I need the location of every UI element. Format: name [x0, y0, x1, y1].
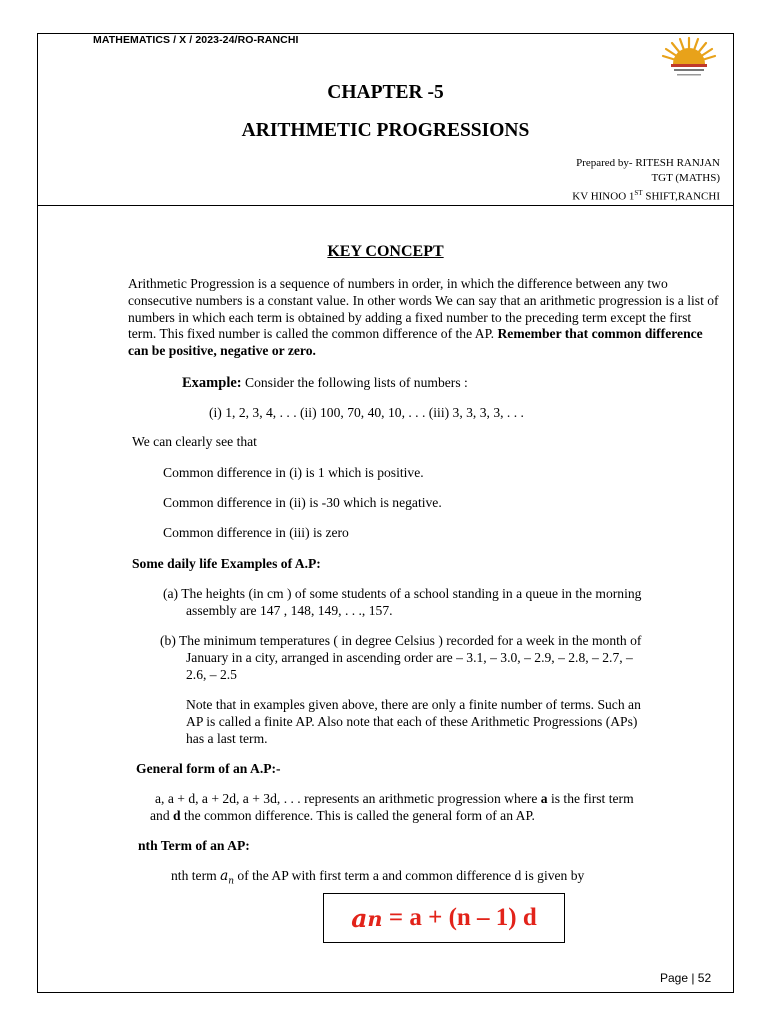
- daily-life-heading: Some daily life Examples of A.P:: [132, 556, 321, 571]
- intro-paragraph: [128, 276, 720, 360]
- example-line: [182, 375, 468, 392]
- general-form-heading: General form of an A.P:-: [136, 761, 281, 776]
- intro-bold-text: Remember that common difference can be positive, negative or zero.: [128, 326, 703, 359]
- common-difference-3: Common difference in (iii) is zero: [163, 525, 349, 540]
- running-head: MATHEMATICS / X / 2023-24/RO-RANCHI: [93, 34, 299, 46]
- daily-example-b-line1: (b) The minimum temperatures ( in degree Celsius ) recorded for a week in the month of: [160, 633, 642, 648]
- example-text: Consider the following lists of numbers :: [241, 375, 468, 390]
- note-line2: AP is called a finite AP. Also note that each of these Arithmetic Progressions (APs): [186, 714, 638, 729]
- general-form-text-end: is the first term: [547, 791, 634, 806]
- general-form-line1: [155, 791, 634, 808]
- general-form-text: a, a + d, a + 2d, a + 3d, . . . represents an arithmetic progression where: [155, 791, 541, 806]
- general-form-and: and: [150, 808, 174, 823]
- header-divider: [37, 205, 734, 206]
- formula-sub: n: [367, 905, 383, 931]
- school-shift: SHIFT,RANCHI: [642, 190, 720, 203]
- general-form-line2-text: the common difference. This is called the general form of an AP.: [180, 808, 535, 823]
- key-concept-heading: KEY CONCEPT: [327, 243, 444, 260]
- school-sup: ST: [634, 189, 643, 197]
- general-form-line2: [150, 808, 535, 825]
- clearly-see-text: We can clearly see that: [132, 434, 257, 449]
- daily-example-b-line3: 2.6, – 2.5: [186, 667, 237, 682]
- nth-term-var: a: [220, 868, 229, 884]
- formula-var: a: [351, 903, 368, 933]
- daily-example-a-line1: (a) The heights (in cm ) of some students of a school standing in a queue in the morning: [163, 586, 642, 601]
- nth-term-text: [171, 868, 584, 891]
- daily-example-a-line2: assembly are 147 , 148, 149, . . ., 157.: [186, 603, 393, 618]
- example-lists: (i) 1, 2, 3, 4, . . . (ii) 100, 70, 40, 10, . . . (iii) 3, 3, 3, 3, . . .: [209, 405, 524, 420]
- chapter-number: CHAPTER -5: [327, 82, 444, 103]
- chapter-title: ARITHMETIC PROGRESSIONS: [241, 120, 530, 141]
- nth-term-sub: n: [228, 876, 234, 887]
- nth-term-heading: nth Term of an AP:: [138, 838, 250, 853]
- formula-rest: = a + (n – 1) d: [382, 904, 537, 931]
- page-number: Page | 52: [660, 971, 712, 985]
- common-difference-symbol: d: [173, 808, 181, 823]
- school-name: KV HINOO 1: [572, 190, 635, 203]
- nth-term-description: of the AP with first term a and common difference d is given by: [234, 868, 585, 883]
- nth-term-formula-box: [323, 893, 565, 943]
- common-difference-1: Common difference in (i) is 1 which is positive.: [163, 465, 424, 480]
- prepared-by-block: [572, 156, 720, 205]
- prepared-by-name: Prepared by- RITESH RANJAN: [576, 157, 720, 169]
- prepared-by-designation: TGT (MATHS): [651, 172, 720, 184]
- example-label: Example:: [182, 375, 242, 391]
- kv-sun-emblem-icon: [659, 34, 719, 82]
- nth-term-label: nth term: [171, 868, 221, 883]
- note-line1: Note that in examples given above, there are only a finite number of terms. Such an: [186, 697, 641, 712]
- daily-example-b-line2: January in a city, arranged in ascending order are – 3.1, – 3.0, – 2.9, – 2.8, – 2.7, –: [186, 650, 633, 665]
- note-line3: has a last term.: [186, 731, 268, 746]
- common-difference-2: Common difference in (ii) is -30 which is negative.: [163, 495, 442, 510]
- first-term-symbol: a: [540, 791, 548, 806]
- prepared-by-school: [572, 186, 720, 205]
- intro-text: Arithmetic Progression is a sequence of numbers in order, in which the difference between any two consecutive numbers is a constant value. In other words We can say that an arithmetic progression is a list of numbers in which each term is obtained by adding a fixed number to the preceding term except the first term. This fixed number is called the common difference of the AP.: [128, 276, 719, 342]
